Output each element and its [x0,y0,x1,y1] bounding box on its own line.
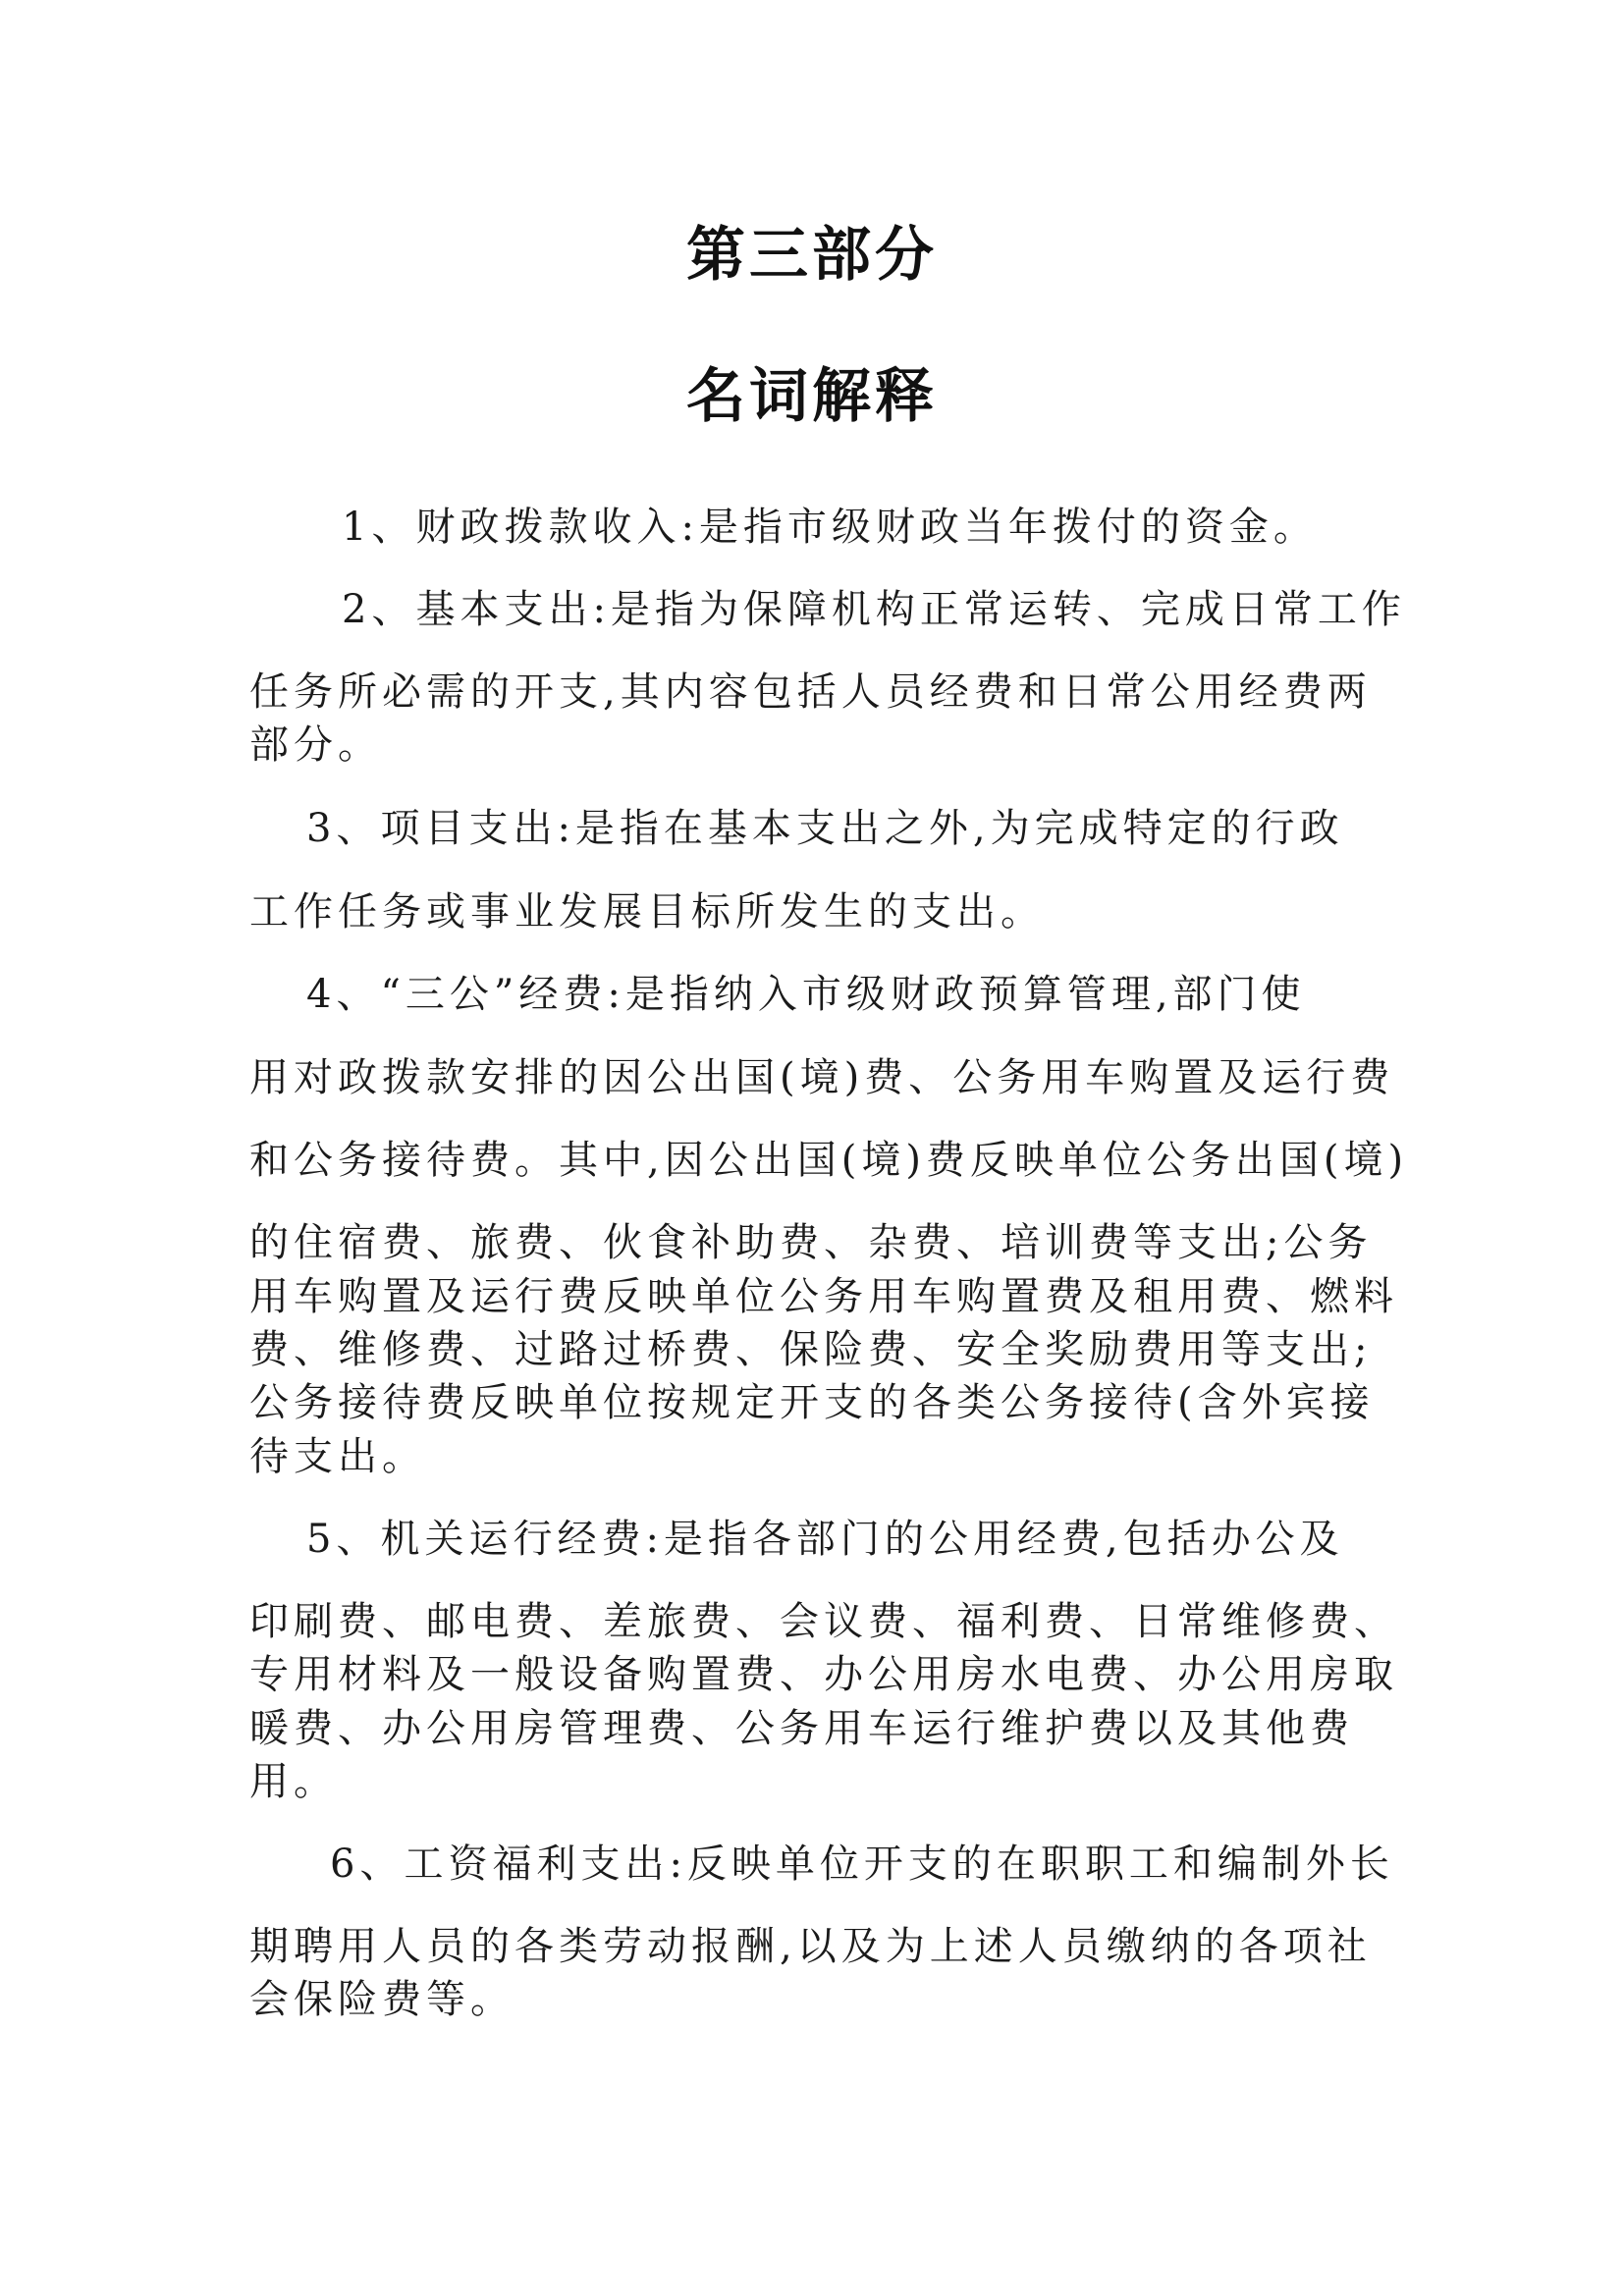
paragraph-4-line-7: 公务接待费反映单位按规定开支的各类公务接待(含外宾接 [249,1380,1375,1425]
paragraph-3-line-1: 3、项目支出:是指在基本支出之外,为完成特定的行政 [306,806,1344,851]
paragraph-4-line-4: 的住宿费、旅费、伙食补助费、杂费、培训费等支出;公务 [249,1220,1373,1265]
paragraph-5-line-2: 印刷费、邮电费、差旅费、会议费、福利费、日常维修费、 [249,1599,1398,1644]
paragraph-6-line-1: 6、工资福利支出:反映单位开支的在职职工和编制外长 [330,1842,1394,1887]
paragraph-2-line-1: 2、基本支出:是指为保障机构正常运转、完成日常工作 [342,587,1406,632]
paragraph-4-line-2: 用对政拨款安排的因公出国(境)费、公务用车购置及运行费 [249,1055,1395,1100]
paragraph-4-line-5: 用车购置及运行费反映单位公务用车购置费及租用费、燃料 [249,1274,1398,1319]
paragraph-2-line-2: 任务所必需的开支,其内容包括人员经费和日常公用经费两 [249,669,1372,715]
paragraph-4-line-8: 待支出。 [249,1434,426,1479]
paragraph-6-line-3: 会保险费等。 [249,1977,514,2022]
paragraph-5-line-3: 专用材料及一般设备购置费、办公用房水电费、办公用房取 [249,1652,1398,1697]
section-title: 名词解释 [686,362,938,431]
paragraph-1-line-1: 1、财政拨款收入:是指市级财政当年拨付的资金。 [342,505,1318,550]
paragraph-4-line-3: 和公务接待费。其中,因公出国(境)费反映单位公务出国(境) [249,1138,1409,1183]
paragraph-4-line-6: 费、维修费、过路过桥费、保险费、安全奖励费用等支出; [249,1327,1373,1372]
paragraph-2-line-3: 部分。 [249,722,382,768]
paragraph-5-line-4: 暖费、办公用房管理费、公务用车运行维护费以及其他费 [249,1706,1354,1751]
paragraph-6-line-2: 期聘用人员的各类劳动报酬,以及为上述人员缴纳的各项社 [249,1924,1372,1969]
part-title: 第三部分 [686,221,938,290]
paragraph-5-line-1: 5、机关运行经费:是指各部门的公用经费,包括办公及 [306,1517,1344,1562]
paragraph-3-line-2: 工作任务或事业发展目标所发生的支出。 [249,889,1045,934]
paragraph-4-line-1: 4、“三公”经费:是指纳入市级财政预算管理,部门使 [306,972,1306,1017]
paragraph-5-line-5: 用。 [249,1759,338,1804]
